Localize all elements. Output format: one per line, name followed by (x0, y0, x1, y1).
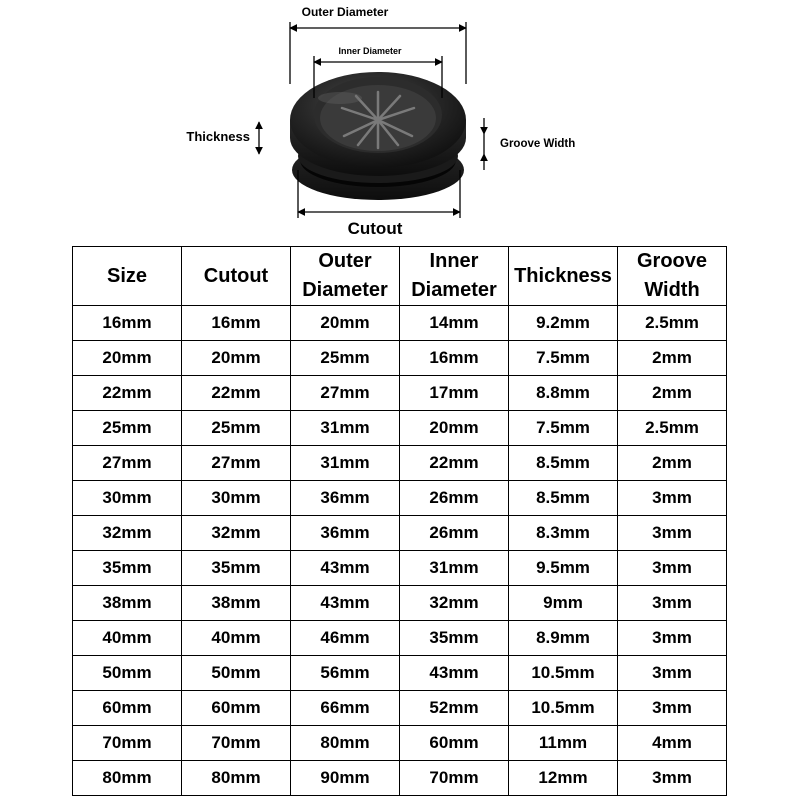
table-cell: 38mm (182, 586, 291, 621)
column-header-text: Diameter (411, 279, 497, 301)
table-cell: 50mm (73, 656, 182, 691)
table-cell: 27mm (182, 446, 291, 481)
table-cell: 60mm (400, 726, 509, 761)
table-row (73, 411, 727, 446)
column-header-text: Inner (429, 250, 479, 272)
table-cell: 25mm (73, 411, 182, 446)
table-row (73, 656, 727, 691)
table-cell: 52mm (400, 691, 509, 726)
table-cell: 36mm (291, 516, 400, 551)
table-row (73, 586, 727, 621)
table-cell: 80mm (73, 761, 182, 796)
column-header (182, 247, 291, 306)
outer-diameter-label: Outer Diameter (301, 5, 389, 19)
table-cell: 7.5mm (509, 411, 618, 446)
table-cell: 7.5mm (509, 341, 618, 376)
table-row (73, 621, 727, 656)
table-cell: 43mm (291, 551, 400, 586)
table-cell: 4mm (618, 726, 727, 761)
table-cell: 46mm (291, 621, 400, 656)
table-row (73, 516, 727, 551)
table-cell: 31mm (291, 446, 400, 481)
column-header (291, 247, 400, 306)
table-cell: 60mm (182, 691, 291, 726)
table-row (73, 481, 727, 516)
table-cell: 27mm (73, 446, 182, 481)
table-cell: 26mm (400, 481, 509, 516)
groove-width-label: Groove Width (500, 138, 576, 150)
table-cell: 20mm (400, 411, 509, 446)
table-row (73, 691, 727, 726)
table-cell: 3mm (618, 656, 727, 691)
table-row (73, 761, 727, 796)
table-cell: 3mm (618, 481, 727, 516)
table-cell: 60mm (73, 691, 182, 726)
table-cell: 66mm (291, 691, 400, 726)
table-cell: 2mm (618, 446, 727, 481)
table-cell: 31mm (291, 411, 400, 446)
table-cell: 40mm (73, 621, 182, 656)
table-cell: 3mm (618, 586, 727, 621)
table-cell: 3mm (618, 761, 727, 796)
table-cell: 36mm (291, 481, 400, 516)
column-header-text: Groove (636, 250, 708, 272)
table-cell: 8.5mm (509, 481, 618, 516)
table-cell: 25mm (291, 341, 400, 376)
table-cell: 80mm (182, 761, 291, 796)
cutout-label: Cutout (347, 219, 403, 238)
table-cell: 8.3mm (509, 516, 618, 551)
table-cell: 90mm (291, 761, 400, 796)
inner-diameter-label: Inner Diameter (338, 46, 402, 56)
table-cell: 22mm (182, 376, 291, 411)
table-cell: 3mm (618, 516, 727, 551)
table-cell: 38mm (73, 586, 182, 621)
table-cell: 9mm (509, 586, 618, 621)
table-cell: 8.8mm (509, 376, 618, 411)
table-cell: 70mm (400, 761, 509, 796)
table-cell: 30mm (182, 481, 291, 516)
table-cell: 32mm (182, 516, 291, 551)
table-cell: 10.5mm (509, 656, 618, 691)
table-cell: 10.5mm (509, 691, 618, 726)
table-cell: 31mm (400, 551, 509, 586)
table-cell: 11mm (509, 726, 618, 761)
table-cell: 2mm (618, 341, 727, 376)
table-cell: 2mm (618, 376, 727, 411)
grommet-diagram (0, 0, 800, 245)
table-row (73, 341, 727, 376)
table-cell: 25mm (182, 411, 291, 446)
column-header (73, 247, 182, 306)
table-cell: 26mm (400, 516, 509, 551)
column-header (618, 247, 727, 306)
table-cell: 20mm (182, 341, 291, 376)
grommet-body (290, 72, 466, 200)
table-cell: 27mm (291, 376, 400, 411)
table-cell: 22mm (400, 446, 509, 481)
grommet-illustration (0, 0, 800, 245)
table-cell: 43mm (400, 656, 509, 691)
column-header-text: Cutout (203, 264, 269, 287)
table-header-row (73, 247, 727, 306)
table-cell: 9.5mm (509, 551, 618, 586)
column-header-text: Thickness (514, 264, 612, 287)
table-cell: 12mm (509, 761, 618, 796)
column-header-text: Size (106, 264, 148, 287)
column-header-text: Diameter (302, 279, 388, 301)
table-cell: 70mm (73, 726, 182, 761)
table-row (73, 306, 727, 341)
table-cell: 35mm (73, 551, 182, 586)
table-cell: 35mm (400, 621, 509, 656)
table-cell: 16mm (73, 306, 182, 341)
table-cell: 70mm (182, 726, 291, 761)
table-cell: 30mm (73, 481, 182, 516)
table-row (73, 551, 727, 586)
table-cell: 56mm (291, 656, 400, 691)
table-row (73, 726, 727, 761)
table-cell: 50mm (182, 656, 291, 691)
table-cell: 14mm (400, 306, 509, 341)
table-cell: 43mm (291, 586, 400, 621)
table-cell: 32mm (73, 516, 182, 551)
table-cell: 8.9mm (509, 621, 618, 656)
table-cell: 2.5mm (618, 411, 727, 446)
table-cell: 8.5mm (509, 446, 618, 481)
table-cell: 40mm (182, 621, 291, 656)
table-cell: 32mm (400, 586, 509, 621)
table-cell: 35mm (182, 551, 291, 586)
table-cell: 16mm (400, 341, 509, 376)
table-row (73, 376, 727, 411)
column-header-text: Width (644, 279, 700, 301)
table-cell: 20mm (73, 341, 182, 376)
thickness-label: Thickness (186, 129, 250, 144)
table-body (73, 306, 727, 796)
table-cell: 9.2mm (509, 306, 618, 341)
size-spec-table (72, 246, 727, 796)
table-cell: 80mm (291, 726, 400, 761)
table-cell: 20mm (291, 306, 400, 341)
table-cell: 17mm (400, 376, 509, 411)
table-row (73, 446, 727, 481)
column-header-text: Outer (318, 250, 372, 272)
table-cell: 22mm (73, 376, 182, 411)
column-header (400, 247, 509, 306)
table-cell: 3mm (618, 691, 727, 726)
table-cell: 3mm (618, 551, 727, 586)
table-cell: 3mm (618, 621, 727, 656)
column-header (509, 247, 618, 306)
table-cell: 16mm (182, 306, 291, 341)
table-cell: 2.5mm (618, 306, 727, 341)
